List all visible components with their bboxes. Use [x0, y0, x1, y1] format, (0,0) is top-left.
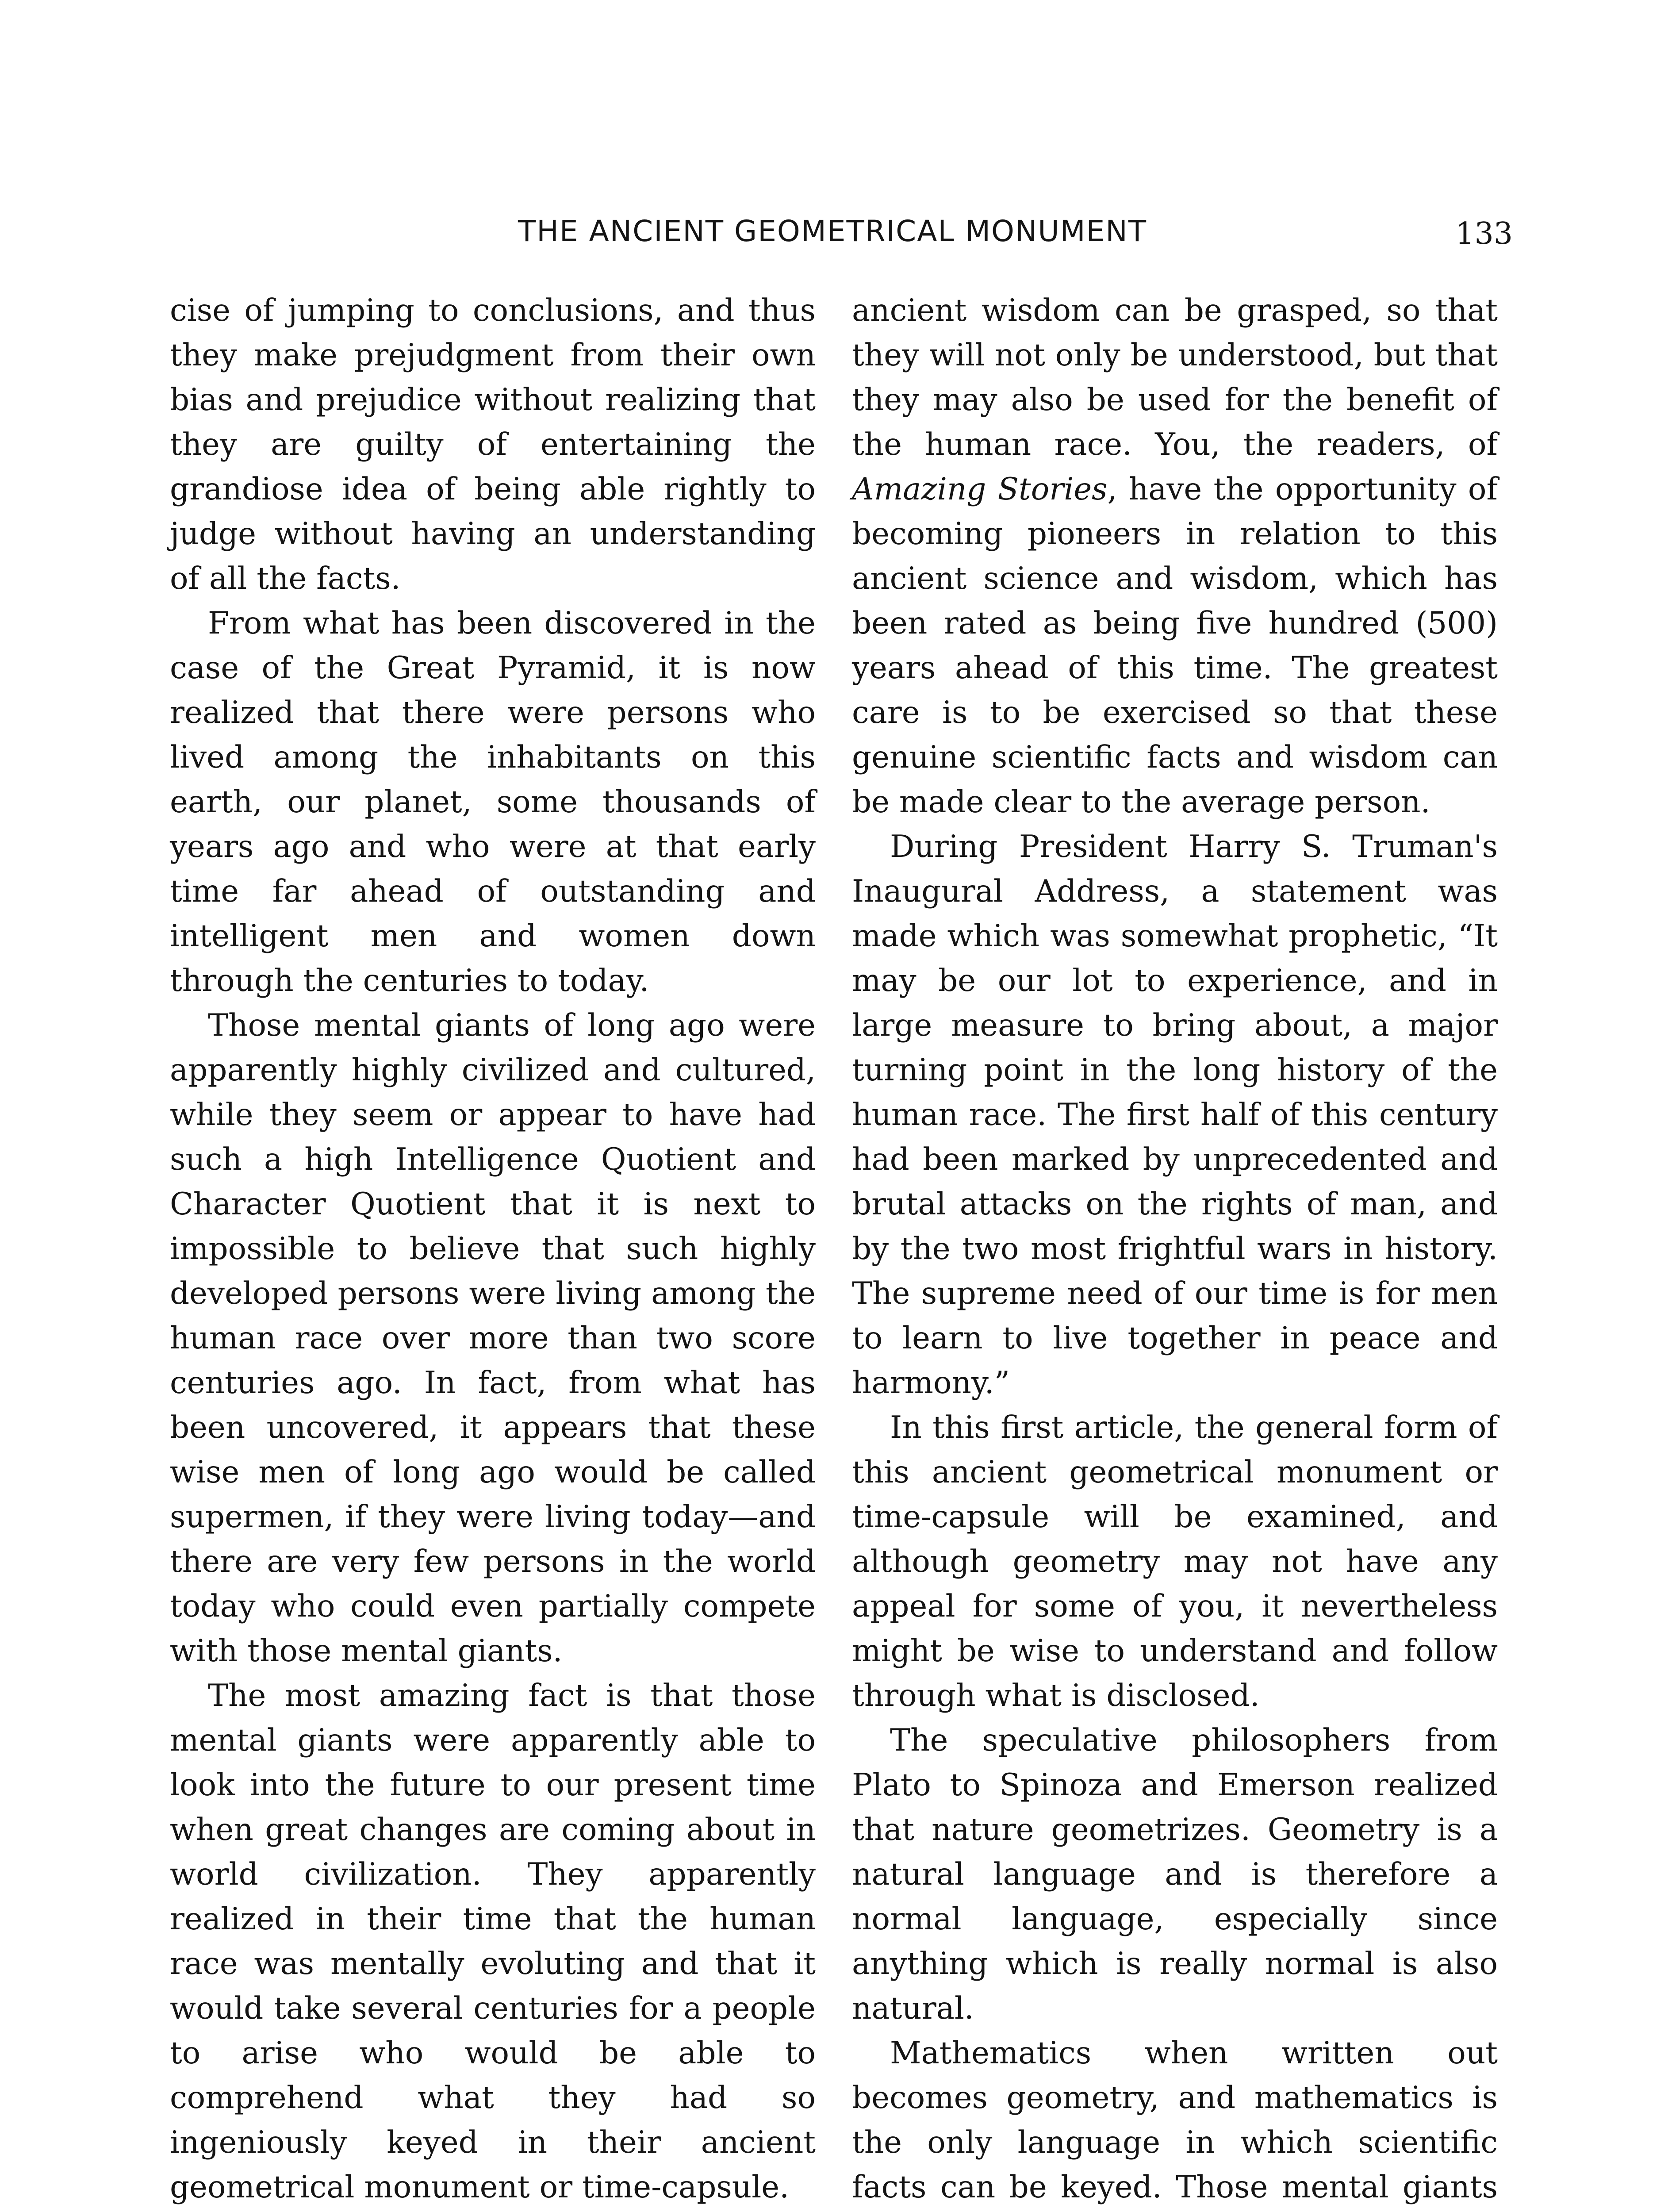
- right-paragraph-1-ending: , have the opportunity of becoming pioneers in relation to this ancient science and wisdom, which has been rated as being five hundred (500) years ahead of this time. The greatest care is to be exercised so that these genuine scientific facts and wisdom can be made clear to the average person.: [852, 472, 1498, 820]
- right-paragraph-1: [852, 288, 1498, 825]
- right-column: [852, 288, 1498, 2212]
- right-paragraph-4: The speculative philosophers from Plato to Spinoza and Emerson realized that nature geometrizes. Geometry is a natural language and is therefore a normal language, especially since anything which is really normal is also natural.: [852, 1723, 1498, 2026]
- right-paragraph-2: During President Harry S. Truman's Inaugural Address, a statement was made which was somewhat prophetic, “It may be our lot to experience, and in large measure to bring about, a major turning point in the long history of the human race. The first half of this century had been marked by unprecedented and brutal attacks on the rights of man, and by the two most frightful wars in history. The supreme need of our time is for men to learn to live together in peace and harmony.”: [852, 829, 1498, 1401]
- left-paragraph-4: The most amazing fact is that those mental giants were apparently able to look into the future to our present time when great changes are coming about in world civilization. They apparently realized in their time that the human race was mentally evoluting and that it would take several centuries for a people to arise who would be able to comprehend what they had so ingeniously keyed in their ancient geometrical monument or time-capsule.: [170, 1678, 816, 2205]
- running-title: THE ANCIENT GEOMETRICAL MONUMENT: [518, 214, 1147, 248]
- magazine-title: Amazing Stories: [852, 472, 1108, 507]
- left-column: [170, 288, 816, 2212]
- left-paragraph-3: Those mental giants of long ago were apparently highly civilized and cultured, while they seem or appear to have had such a high Intelligence Quotient and Character Quotient that it is next to impossible to believe that such highly developed persons were living among the human race over more than two score centuries ago. In fact, from what has been uncovered, it appears that these wise men of long ago would be called supermen, if they were living today—and there are very few persons in the world today who could even partially compete with those mental giants.: [170, 1008, 816, 1669]
- running-header: [170, 207, 1513, 260]
- left-paragraph-5: [170, 2210, 816, 2212]
- right-paragraph-3: In this first article, the general form of this ancient geometrical monument or time-capsule will be examined, and although geometry may not have any appeal for some of you, it nevertheless might be wise to understand and follow through what is disclosed.: [852, 1410, 1498, 1713]
- left-paragraph-1: cise of jumping to conclusions, and thus they make prejudgment from their own bias and prejudice without realizing that they are guilty of entertaining the grandiose idea of being able rightly to judge without having an understanding of all the facts.: [170, 293, 816, 596]
- right-paragraph-1-text: ancient wisdom can be grasped, so that they will not only be understood, but that they may also be used for the benefit of the human race. You, the readers, of: [852, 293, 1498, 462]
- page-number: 133: [1455, 216, 1513, 251]
- left-paragraph-2: From what has been discovered in the case of the Great Pyramid, it is now realized that there were persons who lived among the inhabitants on this earth, our planet, some thousands of years ago and who were at that early time far ahead of outstanding and intelligent men and women down through the centuries to today.: [170, 606, 816, 998]
- right-paragraph-5: Mathematics when written out becomes geometry, and mathematics is the only language in which scientific facts can be keyed. Those mental giants: [852, 2035, 1498, 2205]
